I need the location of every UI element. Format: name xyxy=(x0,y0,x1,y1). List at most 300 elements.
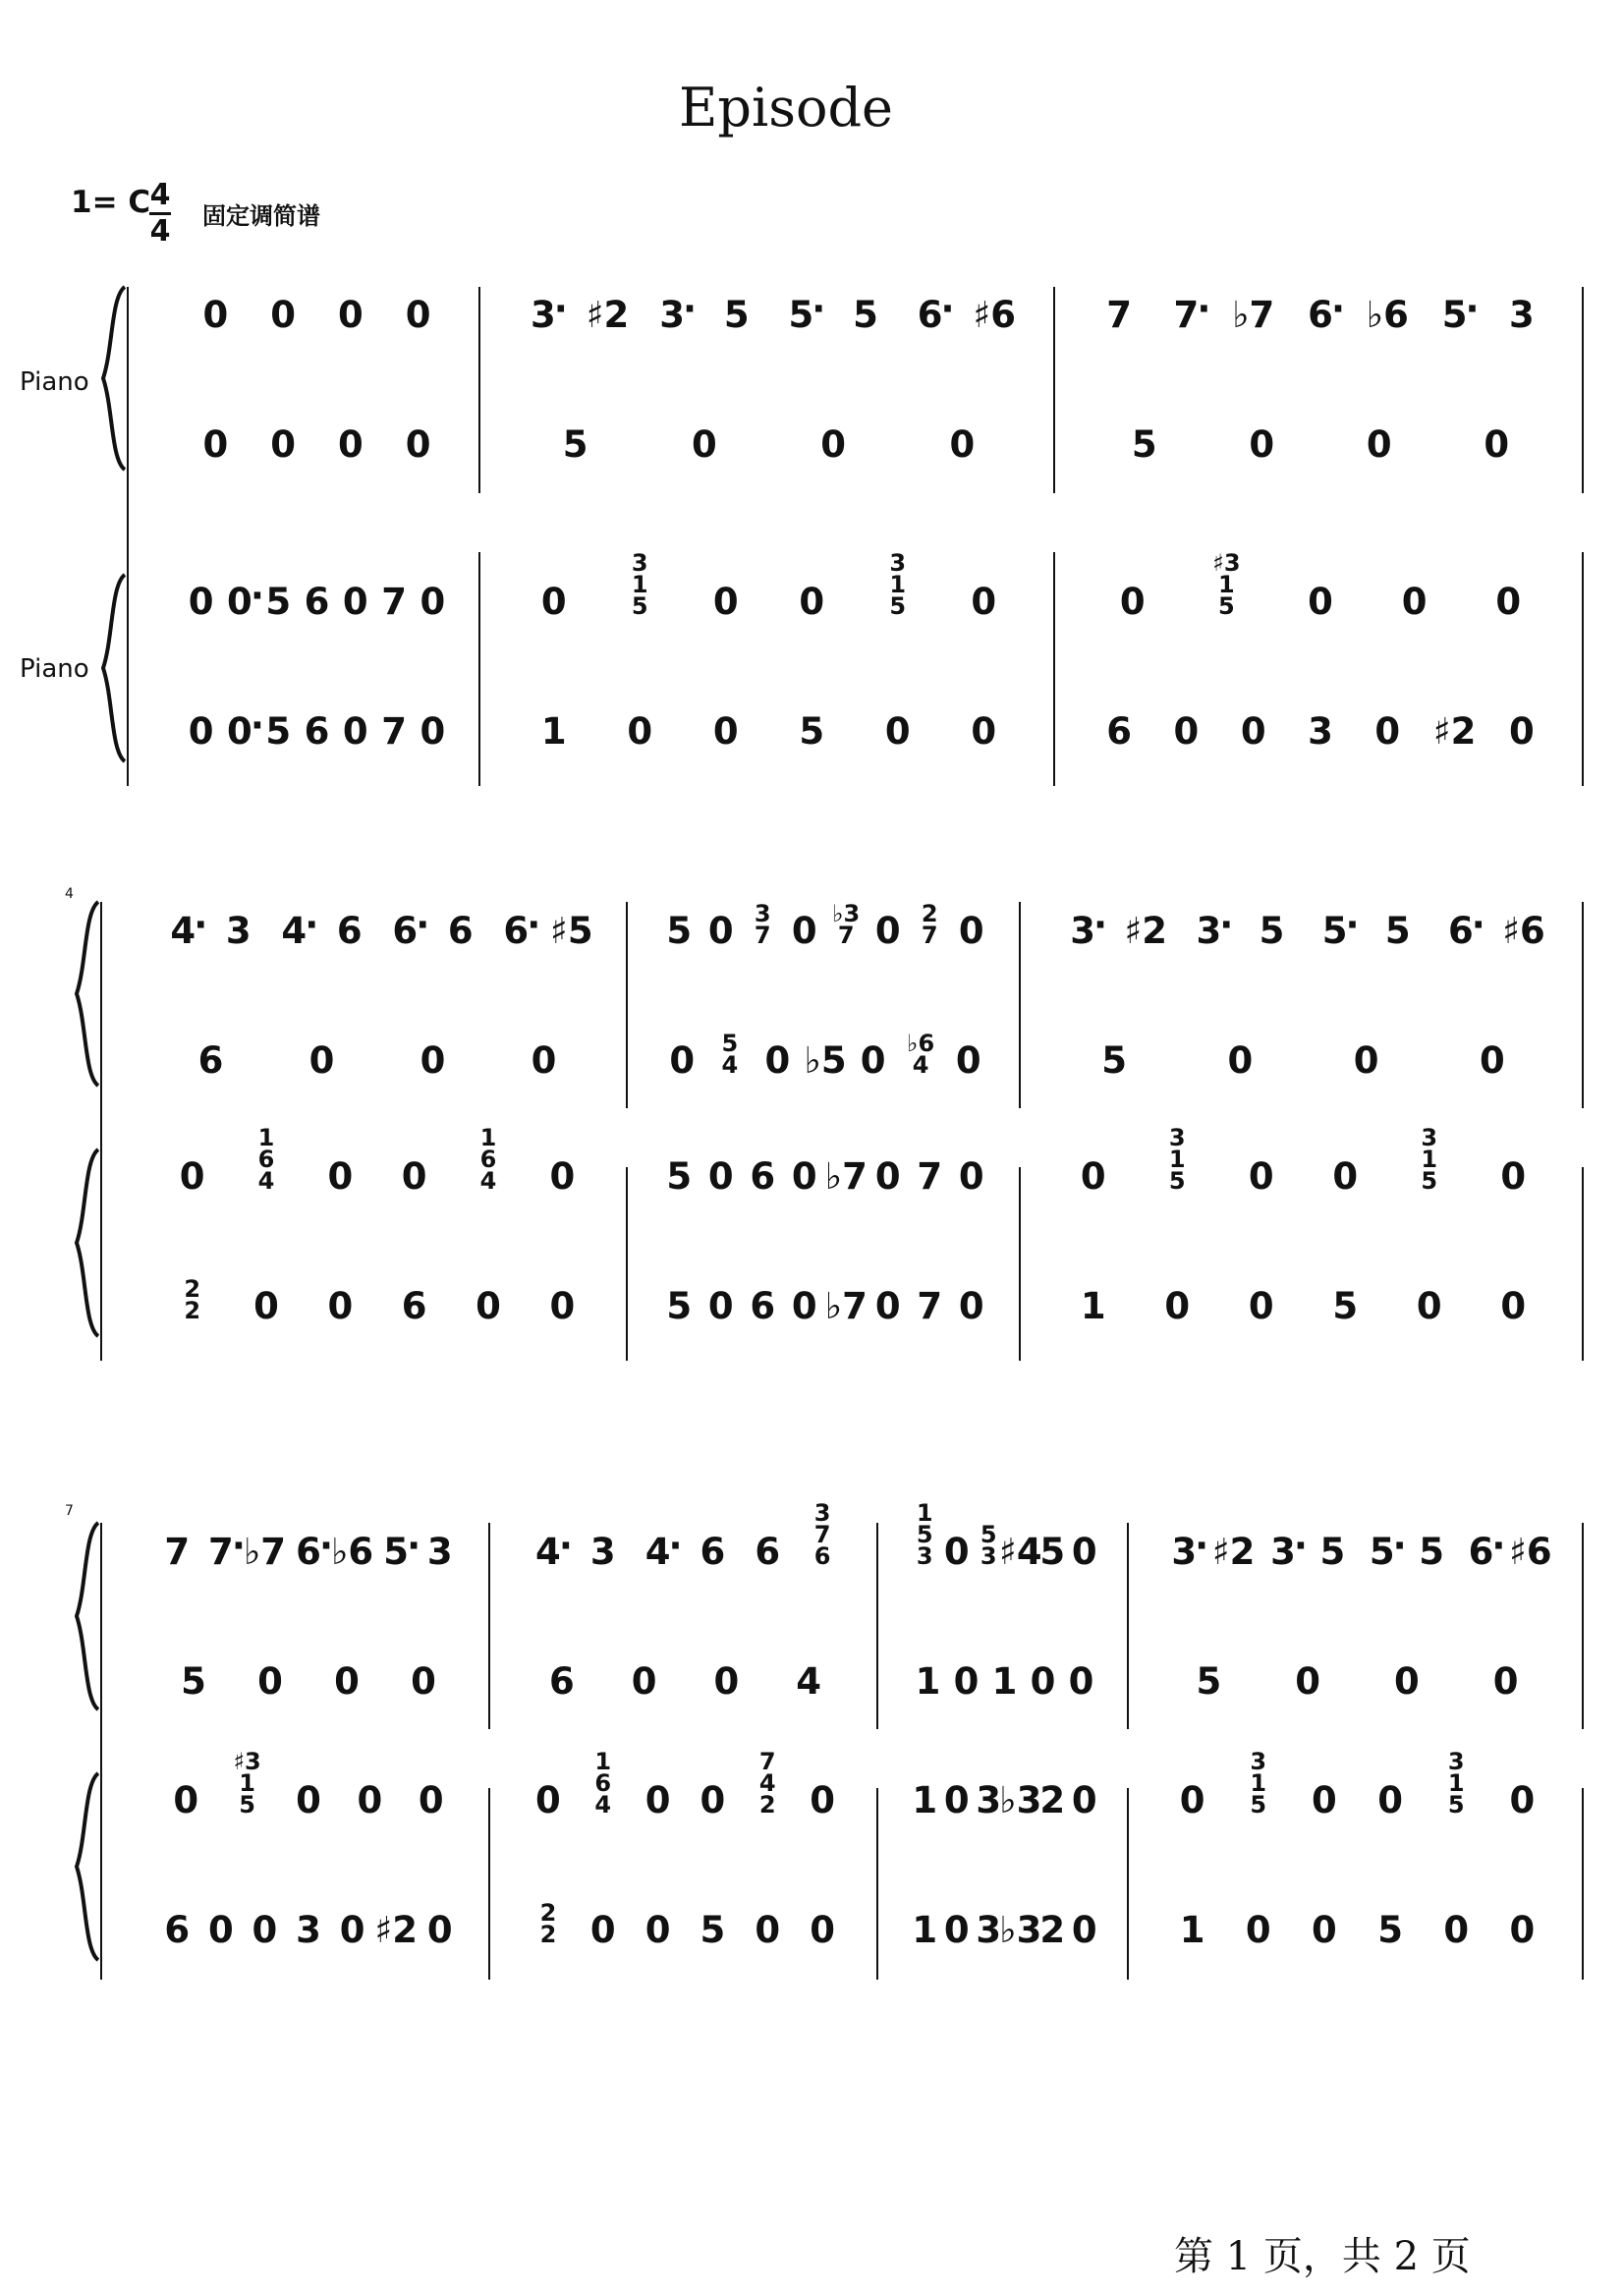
note: ♯6 xyxy=(973,294,1017,336)
chord-note: 3 xyxy=(980,1542,997,1570)
note: 0 xyxy=(253,1285,279,1327)
note: 5 xyxy=(1259,910,1285,952)
measure-number: 4 xyxy=(65,886,74,902)
note: 5 xyxy=(788,294,814,336)
note: 0 xyxy=(1480,1039,1505,1082)
note: 0 xyxy=(1030,1660,1056,1703)
chord-note: 1 xyxy=(889,571,907,598)
note: 0 xyxy=(207,1909,234,1951)
note: 1 xyxy=(915,1660,941,1703)
dot: · xyxy=(558,1525,573,1567)
note: 0 xyxy=(958,1285,984,1327)
note: 0 xyxy=(949,423,976,466)
note: 6 xyxy=(700,1531,726,1573)
note: 0 xyxy=(943,1909,970,1951)
note: 0 xyxy=(860,1039,886,1082)
note: 0 xyxy=(1312,1779,1337,1821)
instrument-label: Piano xyxy=(20,654,89,684)
note: 6 xyxy=(750,1155,776,1198)
dot: · xyxy=(1491,1525,1506,1567)
note: 0 xyxy=(669,1039,696,1082)
note: ♯5 xyxy=(549,910,593,952)
dot: · xyxy=(250,575,264,617)
note: 0 xyxy=(540,581,567,623)
note: 3 xyxy=(589,1531,616,1573)
note: 0 xyxy=(1245,1909,1271,1951)
dot: · xyxy=(318,1525,334,1567)
note: ♭6 xyxy=(1366,294,1409,336)
note: 0 xyxy=(810,1909,835,1951)
note: 0 xyxy=(531,1039,557,1082)
note: 0 xyxy=(627,710,653,753)
dot: · xyxy=(416,904,430,946)
note: 0 xyxy=(420,1039,446,1082)
note: 0 xyxy=(1119,581,1146,623)
note: 0 xyxy=(791,1155,817,1198)
chord-note: 5 xyxy=(631,592,648,620)
note: 5 xyxy=(562,423,588,466)
note: 0 xyxy=(342,710,368,753)
note: 0 xyxy=(1492,1660,1519,1703)
note: ♯6 xyxy=(1502,910,1545,952)
note: 5 xyxy=(666,1285,693,1327)
note: 5 xyxy=(1441,294,1468,336)
dot: · xyxy=(812,288,826,330)
note: 0 xyxy=(1071,1779,1097,1821)
note: 6 xyxy=(197,1039,224,1082)
note: 5 xyxy=(1377,1909,1403,1951)
note: 0 xyxy=(943,1779,970,1821)
brace xyxy=(77,902,98,1086)
dot: · xyxy=(940,288,955,330)
note: 3 xyxy=(1508,294,1535,336)
note: 0 xyxy=(270,294,296,336)
note: 0 xyxy=(426,1909,453,1951)
note: 0 xyxy=(955,1039,981,1082)
note: 2 xyxy=(1039,1909,1066,1951)
note: 0 xyxy=(227,581,252,623)
note: 5 xyxy=(383,1531,410,1573)
chord-note: 3 xyxy=(1447,1748,1465,1775)
note: 0 xyxy=(953,1660,980,1703)
note: 0 xyxy=(1068,1660,1094,1703)
chord-note: 4 xyxy=(721,1051,739,1079)
note: 3 xyxy=(530,294,556,336)
chord-note: 3 xyxy=(813,1499,831,1527)
note: ♯2 xyxy=(374,1909,418,1951)
chord-note: 1 xyxy=(916,1499,933,1527)
note: 0 xyxy=(227,710,252,753)
chord-note: 3 xyxy=(631,549,648,577)
note: 0 xyxy=(707,1285,734,1327)
note: 0 xyxy=(1249,423,1275,466)
measure-number: 7 xyxy=(65,1503,74,1519)
note: 0 xyxy=(1401,581,1428,623)
note: 4 xyxy=(796,1660,821,1703)
note: 0 xyxy=(958,910,984,952)
chord-note: 5 xyxy=(1447,1791,1465,1819)
note: 0 xyxy=(1227,1039,1254,1082)
note: 6 xyxy=(336,910,363,952)
note: 3 xyxy=(1270,1531,1296,1573)
chord-note: 3 xyxy=(1168,1124,1186,1151)
note: 0 xyxy=(1248,1155,1274,1198)
note: 0 xyxy=(707,1155,734,1198)
note: 0 xyxy=(476,1285,501,1327)
brace xyxy=(103,287,125,470)
chord-note: 1 xyxy=(479,1124,497,1151)
note: 6 xyxy=(1308,294,1333,336)
note: 0 xyxy=(327,1155,354,1198)
note: 0 xyxy=(764,1039,791,1082)
note: ♯2 xyxy=(1211,1531,1256,1573)
note: 1 xyxy=(991,1660,1018,1703)
chord-note: 5 xyxy=(1421,1167,1438,1195)
note: ♭3 xyxy=(999,1909,1042,1951)
dot: · xyxy=(553,288,568,330)
note: 1 xyxy=(1179,1909,1205,1951)
chord-note: 5 xyxy=(889,592,907,620)
dot: · xyxy=(1195,1525,1209,1567)
note: 0 xyxy=(173,1779,199,1821)
note: 0 xyxy=(713,1660,740,1703)
note: ♯2 xyxy=(1124,910,1168,952)
chord-note: 3 xyxy=(916,1542,933,1570)
note: 0 xyxy=(707,910,734,952)
note: 0 xyxy=(179,1155,205,1198)
chord-note: ♭3 xyxy=(832,900,861,927)
note: 5 xyxy=(700,1909,726,1951)
note: 0 xyxy=(420,710,446,753)
note: 0 xyxy=(1164,1285,1191,1327)
chord-note: 1 xyxy=(594,1748,612,1775)
note: 0 xyxy=(1443,1909,1470,1951)
chord-note: 5 xyxy=(916,1521,933,1548)
chord-note: ♯3 xyxy=(1212,549,1241,577)
note: 3 xyxy=(426,1531,453,1573)
note: 0 xyxy=(1509,1909,1536,1951)
note: 0 xyxy=(712,710,739,753)
dot: · xyxy=(407,1525,421,1567)
note: 3 xyxy=(1171,1531,1198,1573)
chord-note: 4 xyxy=(479,1167,497,1195)
note: ♯2 xyxy=(586,294,630,336)
note: ♯4 xyxy=(998,1531,1042,1573)
note: 0 xyxy=(252,1909,278,1951)
chord-note: 5 xyxy=(239,1791,255,1819)
dot: · xyxy=(194,904,208,946)
note: 0 xyxy=(589,1909,616,1951)
note: 0 xyxy=(700,1779,726,1821)
note: 3 xyxy=(659,294,685,336)
time-signature-bottom: 4 xyxy=(149,214,171,249)
note: 0 xyxy=(296,1779,321,1821)
note: 3 xyxy=(1070,910,1095,952)
note: 6 xyxy=(549,1660,575,1703)
note: 0 xyxy=(188,710,214,753)
note: 0 xyxy=(692,423,717,466)
note: 0 xyxy=(755,1909,781,1951)
chord-note: 2 xyxy=(758,1791,776,1819)
note: 0 xyxy=(1509,1779,1536,1821)
chord-note: 3 xyxy=(1250,1748,1267,1775)
note: 0 xyxy=(1295,1660,1320,1703)
note: 0 xyxy=(874,1155,901,1198)
note: 6 xyxy=(503,910,530,952)
note: 0 xyxy=(342,581,368,623)
note: 7 xyxy=(207,1531,234,1573)
note: 3 xyxy=(225,910,252,952)
note: 0 xyxy=(405,294,431,336)
note: 4 xyxy=(170,910,196,952)
note: 6 xyxy=(917,294,943,336)
dot: · xyxy=(231,1525,246,1567)
note: 0 xyxy=(549,1155,576,1198)
note: ♭5 xyxy=(804,1039,847,1082)
note: 0 xyxy=(1508,710,1535,753)
dot: · xyxy=(527,904,541,946)
chord-note: 1 xyxy=(1250,1769,1267,1797)
note: 6 xyxy=(447,910,474,952)
note: 0 xyxy=(338,294,364,336)
note: 5 xyxy=(1196,1660,1222,1703)
note: 0 xyxy=(958,1155,984,1198)
dot: · xyxy=(668,1525,683,1567)
note: 0 xyxy=(1484,423,1510,466)
note: 3 xyxy=(976,1909,1002,1951)
chord-note: 5 xyxy=(721,1030,739,1057)
note: 0 xyxy=(644,1909,671,1951)
note: 6 xyxy=(1468,1531,1494,1573)
note: ♭7 xyxy=(1232,294,1275,336)
note: 0 xyxy=(874,1285,901,1327)
note: 0 xyxy=(535,1779,561,1821)
chord-note: 6 xyxy=(479,1146,497,1173)
chord-note: 7 xyxy=(754,922,771,949)
note: 1 xyxy=(912,1779,938,1821)
note: 7 xyxy=(917,1285,943,1327)
note: 0 xyxy=(1500,1155,1527,1198)
note: 0 xyxy=(1416,1285,1442,1327)
note: 6 xyxy=(755,1531,781,1573)
note: 0 xyxy=(791,910,817,952)
note: 5 xyxy=(1332,1285,1359,1327)
note: 0 xyxy=(1353,1039,1379,1082)
note: 0 xyxy=(1374,710,1401,753)
score-title: Episode xyxy=(678,77,893,139)
note: 0 xyxy=(1312,1909,1337,1951)
note: 5 xyxy=(1039,1531,1066,1573)
chord-note: 1 xyxy=(239,1769,255,1797)
note: 5 xyxy=(1384,910,1411,952)
dot: · xyxy=(1219,904,1234,946)
note: 0 xyxy=(971,581,997,623)
chord-note: 1 xyxy=(257,1124,275,1151)
chord-note: 3 xyxy=(889,549,907,577)
chord-note: 2 xyxy=(539,1899,557,1927)
note: 5 xyxy=(265,581,292,623)
note: 7 xyxy=(381,581,407,623)
note: 0 xyxy=(1495,581,1522,623)
chord-note: 4 xyxy=(257,1167,275,1195)
chord-note: 1 xyxy=(631,571,648,598)
note: 1 xyxy=(540,710,567,753)
note: 0 xyxy=(202,294,229,336)
note: 1 xyxy=(1080,1285,1106,1327)
chord-note: 7 xyxy=(813,1521,831,1548)
page-footer: 第 1 页，共 2 页 xyxy=(1174,2234,1471,2279)
note: 0 xyxy=(188,581,214,623)
note: 2 xyxy=(1039,1779,1066,1821)
note: 0 xyxy=(799,581,825,623)
note: 5 xyxy=(1101,1039,1127,1082)
note: ♭3 xyxy=(999,1779,1042,1821)
note: 5 xyxy=(1369,1531,1395,1573)
note: 0 xyxy=(334,1660,360,1703)
dot: · xyxy=(1392,1525,1407,1567)
note: 0 xyxy=(339,1909,365,1951)
chord-note: 7 xyxy=(758,1748,776,1775)
note: 0 xyxy=(1173,710,1200,753)
chord-note: 2 xyxy=(184,1297,201,1324)
chord-note: 7 xyxy=(921,922,938,949)
brace xyxy=(77,1523,98,1709)
chord-note: 1 xyxy=(1218,571,1235,598)
notation-label: 固定调简谱 xyxy=(202,202,320,230)
note: 6 xyxy=(750,1285,776,1327)
note: 0 xyxy=(820,423,846,466)
brace xyxy=(103,575,125,761)
note: 5 xyxy=(265,710,292,753)
chord-note: 7 xyxy=(837,922,855,949)
note: 0 xyxy=(418,1779,444,1821)
note: 1 xyxy=(912,1909,938,1951)
chord-note: 1 xyxy=(1447,1769,1465,1797)
note: 0 xyxy=(791,1285,817,1327)
note: 4 xyxy=(535,1531,561,1573)
note: 0 xyxy=(1240,710,1266,753)
chord-note: 4 xyxy=(758,1769,776,1797)
note: ♯2 xyxy=(1432,710,1477,753)
note: 0 xyxy=(1071,1909,1097,1951)
note: 0 xyxy=(420,581,446,623)
note: ♯6 xyxy=(1508,1531,1552,1573)
time-signature-top: 4 xyxy=(149,178,171,212)
key-signature: 1= C xyxy=(71,185,151,220)
chord-note: 6 xyxy=(257,1146,275,1173)
dot: · xyxy=(1093,904,1108,946)
chord-note: 3 xyxy=(1421,1124,1438,1151)
chord-note: 2 xyxy=(539,1921,557,1948)
chord-note: 6 xyxy=(594,1769,612,1797)
note: 0 xyxy=(1248,1285,1274,1327)
note: 0 xyxy=(1179,1779,1205,1821)
note: 0 xyxy=(405,423,431,466)
chord-note: 4 xyxy=(594,1791,612,1819)
note: 0 xyxy=(1500,1285,1527,1327)
note: 0 xyxy=(943,1531,970,1573)
chord-note: 2 xyxy=(184,1275,201,1303)
dot: · xyxy=(1330,288,1346,330)
note: 5 xyxy=(666,1155,693,1198)
note: 0 xyxy=(257,1660,283,1703)
note: 5 xyxy=(666,910,693,952)
brace xyxy=(77,1773,98,1960)
note: 5 xyxy=(181,1660,206,1703)
dot: · xyxy=(250,704,264,747)
chord-note: 5 xyxy=(1250,1791,1267,1819)
dot: · xyxy=(1345,904,1360,946)
chord-note: 3 xyxy=(754,900,771,927)
note: 3 xyxy=(296,1909,321,1951)
note: 5 xyxy=(1321,910,1348,952)
dot: · xyxy=(1197,288,1211,330)
dot: · xyxy=(683,288,698,330)
chord-note: 1 xyxy=(1421,1146,1438,1173)
note: 0 xyxy=(270,423,296,466)
note: 0 xyxy=(971,710,997,753)
note: 0 xyxy=(631,1660,657,1703)
instrument-label: Piano xyxy=(20,367,89,397)
note: 0 xyxy=(338,423,364,466)
note: 0 xyxy=(1332,1155,1359,1198)
note: 6 xyxy=(1447,910,1474,952)
dot: · xyxy=(1465,288,1480,330)
note: 5 xyxy=(1319,1531,1346,1573)
chord-note: ♭6 xyxy=(907,1030,935,1057)
note: 7 xyxy=(381,710,407,753)
note: 5 xyxy=(853,294,878,336)
note: 4 xyxy=(644,1531,671,1573)
note: 0 xyxy=(327,1285,354,1327)
note: 0 xyxy=(810,1779,835,1821)
note: 0 xyxy=(1366,423,1392,466)
note: 0 xyxy=(549,1285,576,1327)
brace xyxy=(77,1149,98,1336)
note: ♭7 xyxy=(243,1531,287,1573)
note: 0 xyxy=(1377,1779,1403,1821)
note: 3 xyxy=(1196,910,1222,952)
chord-note: 4 xyxy=(912,1051,929,1079)
note: 0 xyxy=(411,1660,436,1703)
dot: · xyxy=(1293,1525,1308,1567)
note: 0 xyxy=(1394,1660,1420,1703)
note: 6 xyxy=(1106,710,1133,753)
note: 0 xyxy=(1071,1531,1097,1573)
chord-note: 5 xyxy=(1218,592,1235,620)
note: 0 xyxy=(1080,1155,1106,1198)
note: 6 xyxy=(392,910,419,952)
note: 0 xyxy=(884,710,911,753)
note: 3 xyxy=(976,1779,1002,1821)
note: 7 xyxy=(1173,294,1200,336)
note: 7 xyxy=(1106,294,1133,336)
note: 0 xyxy=(401,1155,427,1198)
dot: · xyxy=(305,904,319,946)
note: 7 xyxy=(917,1155,943,1198)
note: 0 xyxy=(644,1779,671,1821)
chord-note: 5 xyxy=(980,1521,997,1548)
note: 5 xyxy=(1131,423,1157,466)
note: 6 xyxy=(296,1531,321,1573)
note: 0 xyxy=(712,581,739,623)
note: 0 xyxy=(357,1779,383,1821)
note: ♭7 xyxy=(824,1285,868,1327)
note: 6 xyxy=(401,1285,427,1327)
note: 7 xyxy=(164,1531,191,1573)
chord-note: 2 xyxy=(921,900,938,927)
note: 5 xyxy=(799,710,825,753)
